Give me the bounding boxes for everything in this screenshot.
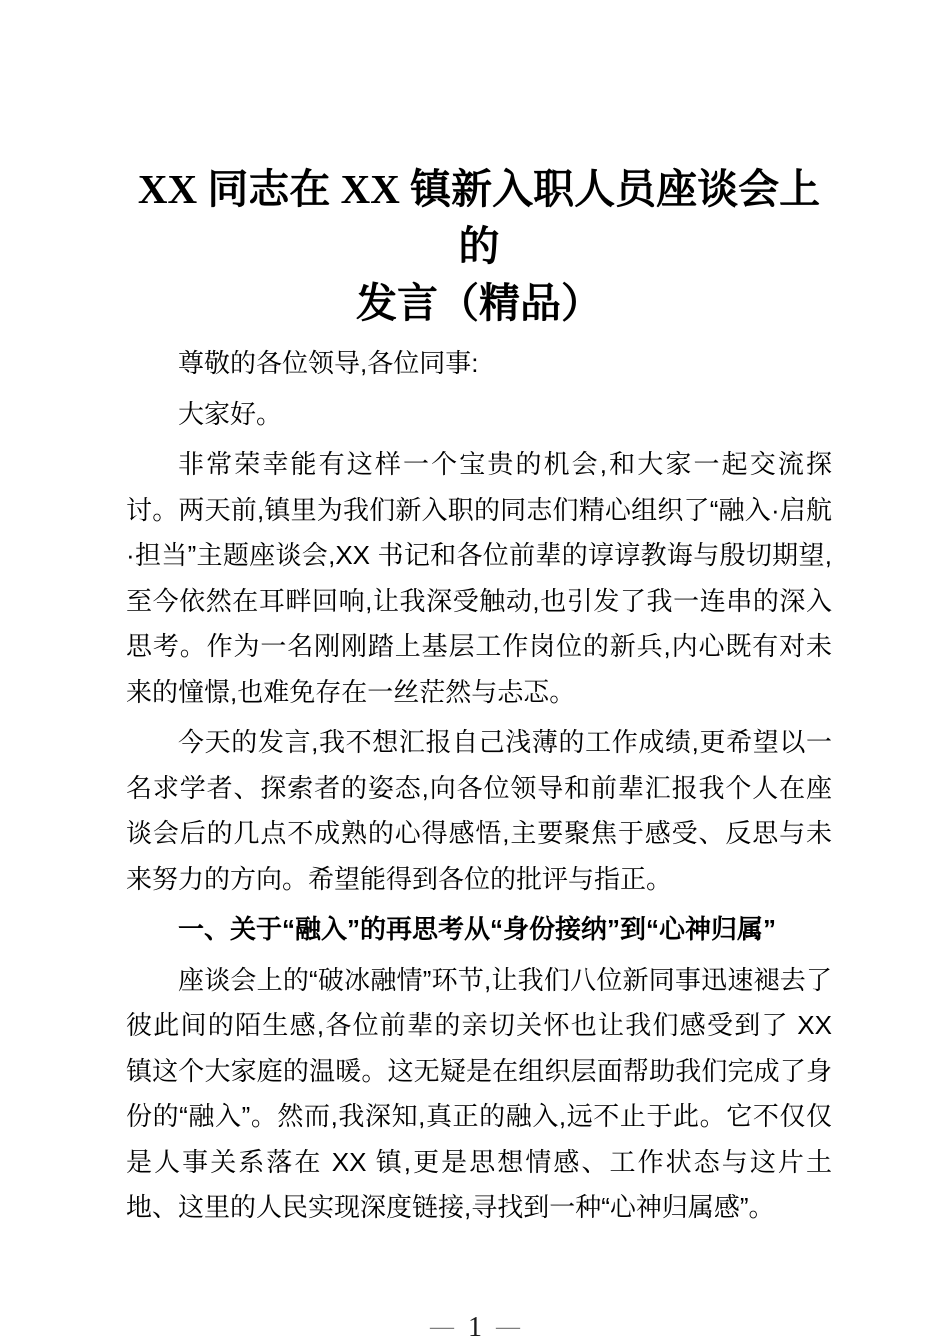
section-heading: 一、关于“融入”的再思考从“身份接纳”到“心神归属”	[178, 914, 777, 944]
document-content	[126, 161, 832, 1236]
document-title	[126, 161, 832, 332]
title-line: XX 同志在 XX 镇新入职人员座谈会上的	[137, 166, 821, 269]
paragraph: 座谈会上的“破冰融情”环节,让我们八位新同事迅速褪去了彼此间的陌生感,各位前辈的亲切关怀也让我们感受到了 XX 镇这个大家庭的温暖。这无疑是在组织层面帮助我们完成了身份的“融入”。然而,我深知,真正的融入,远不止于此。它不仅仅是人事关系落在 XX 镇,更是思想情感、工作状态与这片土地、这里的人民实现深度链接,寻找到一种“心神归属感”。	[126, 964, 832, 1222]
page-footer	[0, 1312, 950, 1343]
paragraph: 今天的发言,我不想汇报自己浅薄的工作成绩,更希望以一名求学者、探索者的姿态,向各位领导和前辈汇报我个人在座谈会后的几点不成熟的心得感悟,主要聚焦于感受、反思与未来努力的方向。希望能得到各位的批评与指正。	[126, 727, 832, 894]
title-line: 发言（精品）	[356, 280, 602, 326]
paragraph: 非常荣幸能有这样一个宝贵的机会,和大家一起交流探讨。两天前,镇里为我们新入职的同志们精心组织了“融入·启航·担当”主题座谈会,XX 书记和各位前辈的谆谆教诲与殷切期望,至今依然在耳畔回响,让我深受触动,也引发了我一连串的深入思考。作为一名刚刚踏上基层工作岗位的新兵,内心既有对未来的憧憬,也难免存在一丝茫然与忐忑。	[126, 449, 832, 707]
document-body	[126, 341, 832, 1231]
paragraph: 大家好。	[178, 398, 283, 429]
page-number: 1	[468, 1312, 482, 1343]
footer-right-dash: —	[496, 1314, 520, 1340]
paragraph: 尊敬的各位领导,各位同事:	[178, 348, 479, 378]
footer-left-dash: —	[430, 1314, 454, 1340]
